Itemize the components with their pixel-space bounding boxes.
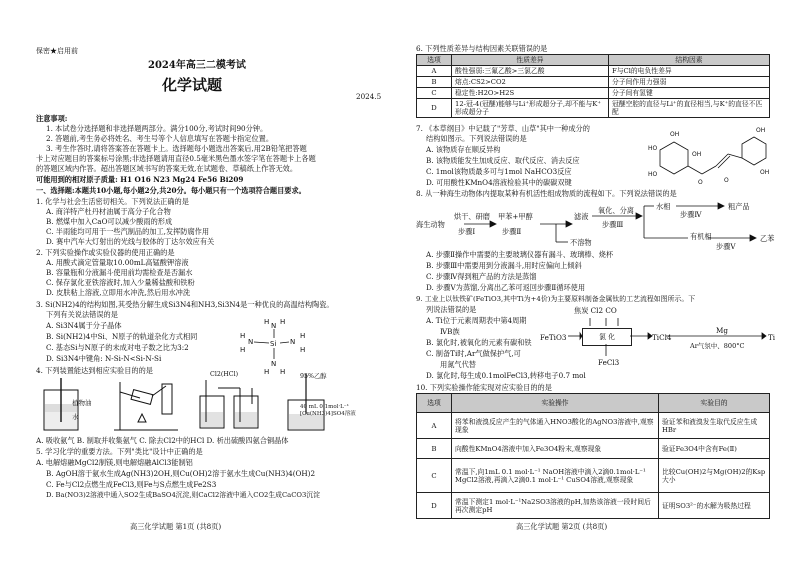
table-header: 性质差异 — [452, 55, 609, 66]
page-footer-left: 高三化学试题 第1页 (共8页) — [130, 522, 222, 531]
table-cell: A — [417, 66, 452, 77]
question-2-stem: 2. 下列实验操作或实验仪器的使用正确的是 — [36, 248, 175, 257]
svg-text:N: N — [271, 322, 277, 330]
flow-node: TiCl4 — [652, 333, 672, 342]
notice-line: 卡上对应题目的答案标号涂黑;非选择题请用直径0.5毫米黑色墨水签字笔在答题卡上各题 — [36, 154, 316, 163]
table-header: 结构因素 — [609, 55, 770, 66]
table-cell: C — [417, 459, 452, 493]
label-cl2: Cl2(HCl) — [210, 371, 239, 378]
notice-line: 2. 答题前,考生务必将姓名、考生号等个人信息填写在答题卡指定位置。 — [46, 134, 274, 143]
question-5-stem: 5. 学习化学的重要方法。下列"类比"设计中正确的是 — [36, 447, 203, 456]
label-water: 水 — [72, 413, 79, 421]
table-cell: 常温下,向1mL 0.1 mol·L⁻¹ NaOH溶液中滴入2滴0.1mol·L⁻¹ MgCl2溶液,再滴入2滴0.1 mol·L⁻¹ CuSO4溶液,观察现象 — [452, 459, 659, 493]
question-option: B. 氯化时,被氧化的元素有碳和铁 — [426, 338, 532, 347]
table-cell: 分子间有氢键 — [609, 88, 770, 99]
question-option: B. 容量瓶和分液漏斗使用前均需检查是否漏水 — [46, 268, 193, 277]
question-option: D. 氯化时,每生成0.1molFeCl3,转移电子0.7 mol — [426, 371, 586, 380]
question-option: D. 皮肤粘上溶液,立即用水冲洗,然后用水冲洗 — [46, 288, 191, 297]
question-6-stem: 6. 下列性质差异与结构因素关联错误的是 — [416, 44, 548, 53]
question-option: B. 燃煤中加入CaO可以减少酸雨的形成 — [46, 217, 173, 226]
table-header: 选项 — [417, 55, 452, 66]
flow-node: FeTiO3 — [540, 333, 567, 342]
table-row — [417, 77, 770, 88]
question-option: D. Si3N4中键角: N-Si-N<Si-N-Si — [46, 354, 162, 363]
page-footer-right: 高三化学试题 第2页 (共8页) — [516, 522, 608, 531]
table-cell: A — [417, 413, 452, 439]
question-option: A. 步骤Ⅱ操作中需要的主要玻璃仪器有漏斗、玻璃棒、烧杯 — [426, 250, 614, 259]
table-cell: 熔点:CS2>CO2 — [452, 77, 609, 88]
svg-text:N: N — [271, 360, 277, 368]
svg-text:H: H — [264, 318, 270, 326]
table-cell: 比较Cu(OH)2与Mg(OH)2的Ksp大小 — [659, 459, 770, 493]
notice-line: 3. 考生作答时,请将答案答在答题卡上。选择题每小题选出答案后,用2B铅笔把答题 — [46, 144, 307, 153]
question-option: D. 可用酸性KMnO4溶液检验其中的碳碳双键 — [426, 178, 572, 187]
table-header: 实验操作 — [452, 394, 659, 413]
atomic-masses: 可能用到的相对原子质量: H1 O16 N23 Mg24 Fe56 Bi209 — [36, 175, 244, 184]
table-cell: F与Cl的电负性差异 — [609, 66, 770, 77]
flow-label: 步骤Ⅲ — [602, 220, 624, 229]
flow-node: 粗产品 — [728, 202, 750, 211]
question-1-stem: 1. 化学与社会生活密切相关。下列说法正确的是 — [36, 197, 189, 206]
flow-node: 乙苯 — [760, 234, 775, 243]
table-cell: 常温下测定1 mol·L⁻¹Na2SO3溶液的pH,加热该溶液一段时间后再次测定pH — [452, 493, 659, 519]
apparatus-b-image — [108, 374, 186, 434]
table-cell: B — [417, 439, 452, 459]
question-option: C. 步骤Ⅳ得到粗产品的方法是蒸馏 — [426, 272, 537, 281]
table-cell: D — [417, 493, 452, 519]
table-row — [417, 99, 770, 118]
question-option-cont: 用氮气代替 — [440, 360, 476, 369]
flow-label: Mg — [716, 326, 728, 335]
svg-text:O: O — [698, 179, 703, 186]
svg-text:HO: HO — [648, 145, 658, 152]
table-row — [417, 439, 770, 459]
svg-text:H: H — [264, 368, 270, 376]
notice-heading: 注意事项: — [36, 114, 68, 123]
exam-date: 2024.5 — [356, 92, 382, 101]
question-3-stem-line2: 下列有关说法错误的是 — [46, 310, 118, 319]
question-option: A. 电解熔融MgCl2制镁,则电解熔融AlCl3能制铝 — [36, 458, 193, 467]
question-4-options: A. 吸收氨气 B. 制取并收集氨气 C. 除去Cl2中的HCl D. 析出硫酸四氨合铜晶体 — [36, 436, 289, 445]
table-header: 实验目的 — [659, 394, 770, 413]
svg-text:HO: HO — [648, 171, 658, 178]
question-option: A. Si3N4属于分子晶体 — [46, 321, 122, 330]
question-option: B. 步骤Ⅲ中需要用到分液漏斗,用时应偏向上倾斜 — [426, 261, 582, 270]
question-option: B. AgOH溶于氨水生成Ag(NH3)2OH,则Cu(OH)2溶于氨水生成Cu(NH3)4(OH)2 — [46, 469, 316, 478]
table-cell: 向酸性KMnO4溶液中加入Fe3O4粉末,观察现象 — [452, 439, 659, 459]
svg-text:H: H — [300, 346, 306, 354]
q9-flow-arrows — [560, 314, 774, 360]
notice-line: 的答题区域内作答。超出答题区域书写的答案无效,在试题卷、草稿纸上作答无效。 — [36, 164, 298, 173]
flow-node: Ti — [768, 333, 776, 342]
svg-text:OH: OH — [760, 169, 770, 176]
question-9-stem: 9. 工业上以钛铁矿(FeTiO3,其中Ti为+4价)为主要原料制备金属钛的工艺流程如图所示。下 — [416, 295, 696, 303]
question-option: D. 步骤Ⅴ为蒸馏,分离出乙苯可返回步骤Ⅱ循环使用 — [426, 283, 586, 292]
table-cell: 稳定性:H2O>H2S — [452, 88, 609, 99]
svg-text:N: N — [248, 338, 254, 346]
label-ethanol: 95%乙醇 — [300, 373, 327, 380]
flow-label: 步骤Ⅰ — [458, 227, 476, 236]
question-option: A. 用酸式滴定管量取10.00mL高锰酸钾溶液 — [46, 258, 189, 267]
question-6-table — [416, 54, 770, 118]
svg-text:OH: OH — [692, 151, 702, 158]
table-cell: 验证Fe3O4中含有Fe(Ⅱ) — [659, 439, 770, 459]
table-cell: 12-冠-4(冠醚)能够与Li⁺形成超分子,却不能与K⁺形成超分子 — [452, 99, 609, 118]
table-row — [417, 459, 770, 493]
question-option: C. 制备Ti时,Ar气做保护气,可 — [426, 349, 521, 358]
secret-label: 保密★启用前 — [36, 47, 78, 55]
question-option: D. Ba(NO3)2溶液中通入SO2生成BaSO4沉淀,则CaCl2溶液中通入CO2生成CaCO3沉淀 — [46, 491, 320, 499]
exam-title: 2024年高三二模考试 — [148, 60, 246, 71]
apparatus-c-image — [194, 374, 268, 434]
label-solution: 40 mL 0.1mol·L⁻¹ [Cu(NH3)4]SO4溶液 — [300, 404, 356, 417]
question-option: C. 1mol该物质最多可与1mol NaHCO3反应 — [426, 167, 572, 176]
flow-inputs: 焦炭 Cl2 CO — [574, 306, 617, 315]
flow-label: 烘干、研磨 — [454, 212, 490, 221]
table-header: 选项 — [417, 394, 452, 413]
flow-label: 步骤Ⅴ — [716, 242, 736, 251]
flow-source: 海生动物 — [416, 220, 445, 229]
table-cell: D — [417, 99, 452, 118]
flow-label: 氧化、分离 — [598, 206, 634, 215]
label-oil: 植物油 — [72, 399, 92, 407]
chlorination-box: 氯 化 — [582, 328, 632, 346]
question-option: B. Si(NH2)4中Si、N原子的轨道杂化方式相同 — [46, 332, 198, 341]
table-row — [417, 413, 770, 439]
question-option: C. 半雨能均可用于一些汽制品的加工,发挥防腐作用 — [46, 227, 210, 236]
section-heading: 一、选择题:本题共10小题,每小题2分,共20分。每小题只有一个选项符合题目要求。 — [36, 186, 306, 195]
table-cell: C — [417, 88, 452, 99]
flow-node: 水相 — [656, 202, 671, 211]
svg-text:OH: OH — [670, 131, 680, 138]
molecule-structure-image — [240, 318, 312, 376]
question-9-stem-line2: 列说法错误的是 — [426, 305, 477, 314]
svg-text:Si: Si — [270, 340, 277, 348]
table-cell: 证明SO3²⁻的水解为吸热过程 — [659, 493, 770, 519]
question-option-cont: ⅣB族 — [440, 327, 460, 336]
flow-node: 滤液 — [574, 212, 589, 221]
table-cell: 验证苯和液溴发生取代反应生成HBr — [659, 413, 770, 439]
question-option: C. Fe与Cl2点燃生成FeCl3,则Fe与S点燃生成Fe2S3 — [46, 480, 217, 489]
table-cell: 将苯和液溴反应产生的气体通入HNO3酸化的AgNO3溶液中,观察现象 — [452, 413, 659, 439]
flow-node: 不溶物 — [570, 238, 592, 247]
question-option: B. 该物质能发生加成反应、取代反应、消去反应 — [426, 156, 580, 165]
svg-text:H: H — [280, 368, 286, 376]
svg-text:H: H — [240, 346, 246, 354]
svg-text:H: H — [240, 332, 246, 340]
question-10-stem: 10. 下列实验操作能实现对应实验目的的是 — [416, 383, 552, 392]
table-row — [417, 493, 770, 519]
question-3-stem: 3. Si(NH2)4的结构如图,其受热分解生成Si3N4和NH3,Si3N4是一种优良的高温结构陶瓷。 — [36, 300, 334, 309]
question-option: C. 基态Si与N原子的未成对电子数之比为3:2 — [46, 343, 189, 352]
question-4-stem: 4. 下列装置能达到相应实验目的的是 — [36, 366, 153, 375]
flow-node: 有机相 — [690, 232, 712, 241]
svg-text:OH: OH — [756, 127, 766, 134]
table-cell: 分子间作用力强弱 — [609, 77, 770, 88]
question-10-table — [416, 393, 770, 519]
flow-label: 步骤Ⅳ — [680, 210, 702, 219]
flow-label: Ar气氛中、800°C — [690, 342, 745, 350]
table-cell: 冠醚空腔的直径与Li⁺的直径相当,与K⁺的直径不匹配 — [609, 99, 770, 118]
flow-label: 甲苯+甲醇 — [498, 212, 533, 221]
flow-label: 步骤Ⅱ — [502, 227, 522, 236]
compound-structure-image — [640, 120, 774, 192]
svg-text:H: H — [300, 332, 306, 340]
question-option: A. Ti位于元素周期表中第4周期 — [426, 316, 527, 325]
table-cell: 酸性强弱:三氟乙酸>三氯乙酸 — [452, 66, 609, 77]
question-8-stem: 8. 从一种海生动物体内提取某种有机活性组成物质的流程如下。下列说法错误的是 — [416, 189, 677, 198]
notice-line: 1. 本试卷分选择题和非选择题两部分。满分100分,考试时间90分钟。 — [46, 124, 268, 133]
svg-text:H: H — [280, 318, 286, 326]
question-option: A. 商洋特产杜丹材油属于高分子化合物 — [46, 207, 171, 216]
svg-text:O: O — [724, 177, 729, 184]
question-7-stem-line2: 结构如图示。下列说法错误的是 — [426, 134, 527, 143]
flow-node: FeCl3 — [598, 358, 620, 367]
question-option: C. 保存氯化亚铁溶液时,加入少量稀盐酸和铁粉 — [46, 278, 195, 287]
subject-title: 化学试题 — [162, 76, 223, 94]
question-option: A. 该物质存在顺反异构 — [426, 145, 501, 154]
table-row — [417, 66, 770, 77]
table-row — [417, 88, 770, 99]
question-option: D. 赛中汽车大灯射出的光线与胶体的丁达尔效应有关 — [46, 237, 215, 246]
svg-text:N: N — [290, 338, 296, 346]
question-7-stem: 7. 《本草纲目》中记载了"芳草、山草"其中一种成分的 — [416, 124, 590, 133]
table-cell: B — [417, 77, 452, 88]
